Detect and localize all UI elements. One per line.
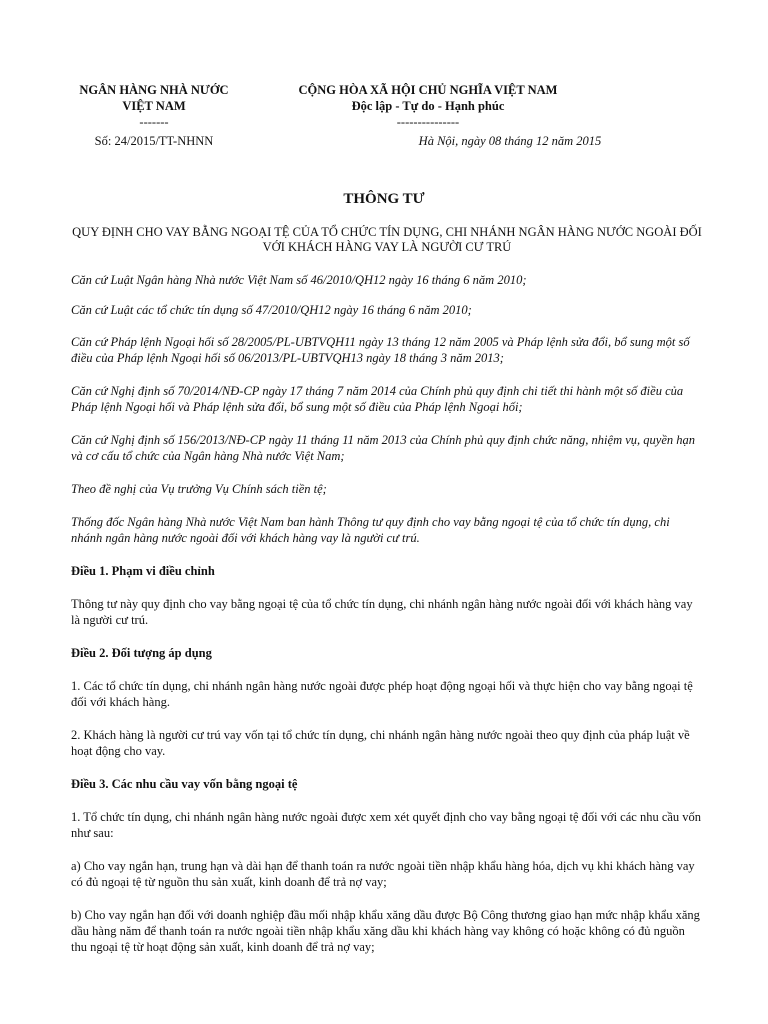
document-number: Số: 24/2015/TT-NHNN (94, 134, 214, 148)
national-title: CỘNG HÒA XÃ HỘI CHỦ NGHĨA VIỆT NAM (298, 83, 558, 97)
document-subtitle: QUY ĐỊNH CHO VAY BẰNG NGOẠI TỆ CỦA TỔ CHỨC TÍN DỤNG, CHI NHÁNH NGÂN HÀNG NƯỚC NGOÀI ĐỐI VỚI KHÁCH HÀNG VAY LÀ NGƯỜI CƯ TRÚ (72, 225, 702, 254)
national-motto: Độc lập - Tự do - Hạnh phúc (351, 99, 505, 113)
preamble-paragraph: Căn cứ Nghị định số 156/2013/NĐ-CP ngày 11 tháng 11 năm 2013 của Chính phủ quy định chức năng, nhiệm vụ, quyền hạn và cơ cấu tổ chức của Ngân hàng Nhà nước Việt Nam; (71, 433, 695, 463)
issuer-name-line1: NGÂN HÀNG NHÀ NƯỚC (79, 83, 229, 97)
preamble-paragraph: Căn cứ Nghị định số 70/2014/NĐ-CP ngày 17 tháng 7 năm 2014 của Chính phủ quy định chi tiết thi hành một số điều của Pháp lệnh Ngoại hối và Pháp lệnh sửa đổi, bổ sung một số điều của Pháp lệnh Ngoại hối; (71, 384, 684, 414)
article-2-heading: Điều 2. Đối tượng áp dụng (71, 646, 212, 660)
national-motto-block (260, 82, 596, 130)
article-2-clause-2: 2. Khách hàng là người cư trú vay vốn tại tổ chức tín dụng, chi nhánh ngân hàng nước ngoài theo quy định của pháp luật về hoạt động cho vay. (71, 728, 690, 758)
issuer-separator: ------- (139, 115, 169, 129)
preamble-paragraph: Căn cứ Pháp lệnh Ngoại hối số 28/2005/PL-UBTVQH11 ngày 13 tháng 12 năm 2005 và Pháp lệnh sửa đổi, bổ sung một số điều của Pháp lệnh Ngoại hối số 06/2013/PL-UBTVQH13 ngày 18 tháng 3 năm 2013; (71, 335, 690, 365)
preamble-paragraph: Căn cứ Luật các tổ chức tín dụng số 47/2010/QH12 ngày 16 tháng 6 năm 2010; (71, 303, 472, 317)
issue-date: Hà Nội, ngày 08 tháng 12 năm 2015 (418, 134, 602, 148)
document-body (71, 272, 703, 972)
preamble-paragraph: Theo đề nghị của Vụ trưởng Vụ Chính sách tiền tệ; (71, 482, 327, 496)
preamble-paragraph: Thống đốc Ngân hàng Nhà nước Việt Nam ban hành Thông tư quy định cho vay bằng ngoại tệ của tổ chức tín dụng, chi nhánh ngân hàng nước ngoài đối với khách hàng vay là người cư trú. (71, 515, 670, 545)
article-3-point-b: b) Cho vay ngắn hạn đối với doanh nghiệp đầu mối nhập khẩu xăng dầu được Bộ Công thương giao hạn mức nhập khẩu xăng dầu hàng năm để thanh toán ra nước ngoài tiền nhập khẩu xăng dầu khi khách hàng vay không có hoặc không có đủ nguồn thu ngoại tệ từ hoạt động sản xuất, kinh doanh để trả nợ vay; (71, 908, 700, 954)
article-1-heading: Điều 1. Phạm vi điều chỉnh (71, 564, 215, 578)
document-title: THÔNG TƯ (343, 191, 425, 207)
article-3-clause-1: 1. Tổ chức tín dụng, chi nhánh ngân hàng nước ngoài được xem xét quyết định cho vay bằng ngoại tệ đối với các nhu cầu vốn như sau: (71, 810, 702, 840)
article-1-text: Thông tư này quy định cho vay bằng ngoại tệ của tổ chức tín dụng, chi nhánh ngân hàng nước ngoài đối với khách hàng vay là người cư trú. (71, 597, 693, 627)
issuer-block (62, 82, 246, 130)
preamble-paragraph: Căn cứ Luật Ngân hàng Nhà nước Việt Nam số 46/2010/QH12 ngày 16 tháng 6 năm 2010; (71, 273, 527, 287)
issuer-name-line2: VIỆT NAM (122, 99, 186, 113)
national-separator: --------------- (396, 115, 460, 129)
article-3-heading: Điều 3. Các nhu cầu vay vốn bằng ngoại tệ (71, 777, 298, 791)
article-3-point-a: a) Cho vay ngắn hạn, trung hạn và dài hạn để thanh toán ra nước ngoài tiền nhập khẩu hàng hóa, dịch vụ khi khách hàng vay có đủ ngoại tệ từ nguồn thu sản xuất, kinh doanh để trả nợ vay; (71, 859, 695, 889)
article-2-clause-1: 1. Các tổ chức tín dụng, chi nhánh ngân hàng nước ngoài được phép hoạt động ngoại hối và thực hiện cho vay bằng ngoại tệ đối với khách hàng. (71, 679, 693, 709)
